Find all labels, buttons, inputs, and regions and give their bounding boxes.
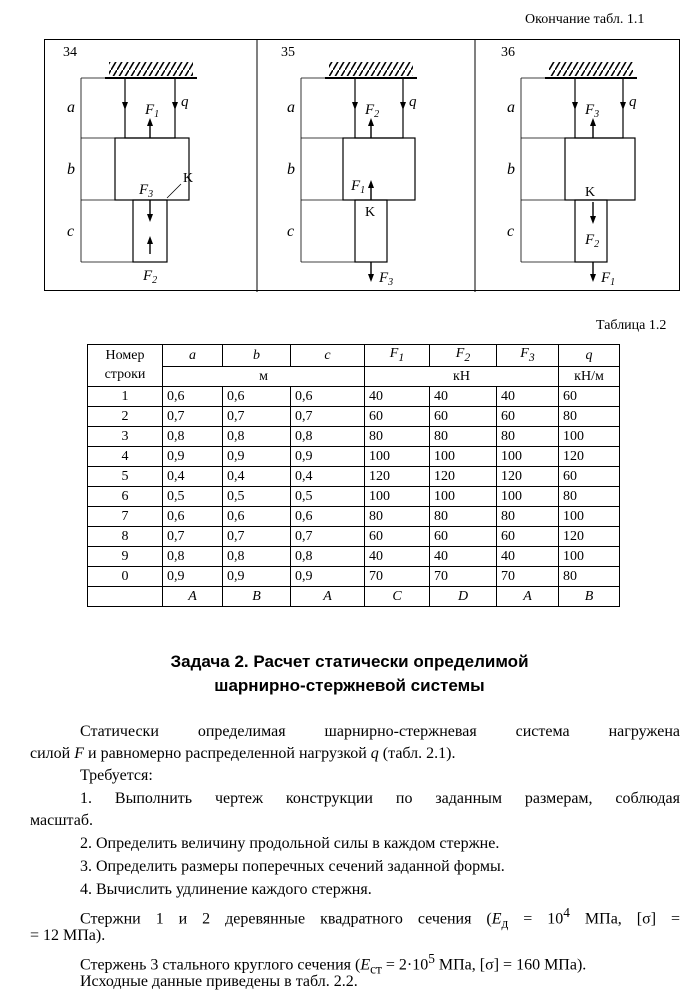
figure-number: 35: [281, 45, 295, 60]
force-bottom-label: $F_2$: [143, 268, 158, 286]
table-cell: 120: [559, 446, 620, 466]
table-cell: 100: [430, 446, 497, 466]
table-cell: 60: [430, 526, 497, 546]
data-table: [87, 344, 620, 607]
task-title-line2: шарнирно-стержневой системы: [214, 676, 485, 695]
table-cell: 0,9: [163, 446, 223, 466]
row-number-cell: 5: [88, 466, 163, 486]
table-cell: 0,7: [291, 526, 365, 546]
table-cell: 0,8: [291, 546, 365, 566]
col-header-c: c: [291, 345, 365, 367]
table-cell: 120: [559, 526, 620, 546]
row-number-cell: 2: [88, 406, 163, 426]
force-mid-label: $F_1$: [351, 178, 366, 196]
table-cell: 80: [497, 426, 559, 446]
support-hatch: [109, 62, 193, 76]
table-cell: 100: [559, 546, 620, 566]
table-cell: 80: [559, 566, 620, 586]
unit-length: м: [163, 366, 365, 386]
col-header-f1: $F_1$: [365, 345, 430, 367]
table-cell: 80: [365, 506, 430, 526]
table-cell: 100: [430, 486, 497, 506]
table-cell: 120: [365, 466, 430, 486]
table-cell: 0,4: [163, 466, 223, 486]
figure-36: [501, 45, 637, 288]
table-cell: 0,6: [163, 386, 223, 406]
table-cell: 0,4: [223, 466, 291, 486]
dim-b-label: b: [507, 161, 515, 178]
table-cell: 0,6: [163, 506, 223, 526]
table-cell: 100: [559, 426, 620, 446]
figures-frame: [44, 39, 680, 291]
table-cell: 0,5: [291, 486, 365, 506]
table-cell: 60: [365, 526, 430, 546]
unit-load: кН/м: [559, 366, 620, 386]
support-hatch: [549, 62, 633, 76]
source-data: Исходные данные приведены в табл. 2.2.: [80, 973, 358, 990]
dim-c-label: c: [67, 223, 75, 240]
intro-line1: Статически определимая шарнирно-стержневая система нагружена: [80, 723, 680, 740]
variant-letter: D: [430, 586, 497, 606]
dim-a-label: a: [67, 99, 75, 116]
item-1-line1: 1. Выполнить чертеж конструкции по заданным размерам, соблюдая: [80, 790, 680, 807]
q-label: q: [409, 94, 417, 110]
segment-c: [575, 200, 607, 262]
task-title-line1: Задача 2. Расчет статически определимой: [170, 652, 529, 671]
q-label: q: [629, 94, 637, 110]
figure-35: [281, 45, 417, 288]
table-cell: 0,6: [223, 386, 291, 406]
table-row: [88, 486, 620, 506]
figure-number: 36: [501, 45, 515, 60]
table-cell: 0,6: [223, 506, 291, 526]
intro-line2: силой F и равномерно распределенной нагрузкой q (табл. 2.1).: [30, 745, 456, 762]
variant-letter: A: [163, 586, 223, 606]
col-header-a: a: [163, 345, 223, 367]
figures-drawing: [45, 40, 681, 292]
col-header-f2: $F_2$: [430, 345, 497, 367]
table-row: [88, 546, 620, 566]
table-row: [88, 386, 620, 406]
force-top-label: $F_1$: [145, 102, 160, 120]
col-header-f3: $F_3$: [497, 345, 559, 367]
table-row: [88, 406, 620, 426]
row-number-cell: 3: [88, 426, 163, 446]
table-cell: 0,8: [163, 546, 223, 566]
table-row: [88, 466, 620, 486]
table-row: [88, 446, 620, 466]
segment-a: [355, 78, 403, 138]
table-cell: 0,7: [223, 526, 291, 546]
table-row: [88, 506, 620, 526]
point-k-label: K: [585, 185, 596, 200]
table-cell: 0,9: [163, 566, 223, 586]
item-1-line2: масштаб.: [30, 812, 93, 829]
col-header-q: q: [559, 345, 620, 367]
row-number-cell: 8: [88, 526, 163, 546]
dim-a-label: a: [507, 99, 515, 116]
variant-empty-cell: [88, 586, 163, 606]
table-cell: 80: [365, 426, 430, 446]
table-cell: 60: [497, 526, 559, 546]
table-cell: 80: [430, 506, 497, 526]
required-label: Требуется:: [80, 767, 153, 784]
table-cell: 60: [497, 406, 559, 426]
table-cell: 0,9: [223, 446, 291, 466]
table-cell: 0,7: [291, 406, 365, 426]
table-cell: 40: [497, 546, 559, 566]
row-number-cell: 9: [88, 546, 163, 566]
force-top-label: $F_3$: [585, 102, 600, 120]
row-number-cell: 4: [88, 446, 163, 466]
variant-letter: B: [223, 586, 291, 606]
point-k-label: K: [365, 205, 376, 220]
table-cell: 60: [365, 406, 430, 426]
table-1-2-caption: Таблица 1.2: [596, 318, 667, 333]
variant-letter: A: [497, 586, 559, 606]
variant-letter: B: [559, 586, 620, 606]
table-cell: 0,8: [223, 546, 291, 566]
table-cell: 0,4: [291, 466, 365, 486]
dim-b-label: b: [287, 161, 295, 178]
row-number-cell: 0: [88, 566, 163, 586]
unit-force: кН: [365, 366, 559, 386]
table-cell: 70: [430, 566, 497, 586]
item-3: 3. Определить размеры поперечных сечений заданной формы.: [80, 858, 505, 875]
steel-rod: Стержень 3 стального круглого сечения ($E_{ст} = 2\cdot 10^5$ МПа, [σ] = 160 МПа).: [80, 951, 587, 977]
table-cell: 0,8: [223, 426, 291, 446]
table-cell: 0,7: [163, 526, 223, 546]
table-cell: 100: [559, 506, 620, 526]
force-mid-label: $F_2$: [585, 232, 600, 250]
q-label: q: [181, 94, 189, 110]
segment-a: [575, 78, 623, 138]
wood-rods-line2: = 12 МПа).: [30, 927, 106, 944]
table-cell: 0,7: [223, 406, 291, 426]
table-cell: 120: [497, 466, 559, 486]
table-row: [88, 566, 620, 586]
table-cell: 0,6: [291, 506, 365, 526]
col-header-b: b: [223, 345, 291, 367]
table-1-1-caption: Окончание табл. 1.1: [525, 12, 645, 27]
table-cell: 100: [365, 446, 430, 466]
dim-c-label: c: [507, 223, 515, 240]
item-4: 4. Вычислить удлинение каждого стержня.: [80, 881, 372, 898]
table-cell: 0,8: [163, 426, 223, 446]
row-number-cell: 7: [88, 506, 163, 526]
table-cell: 70: [497, 566, 559, 586]
table-cell: 40: [430, 546, 497, 566]
table-cell: 100: [365, 486, 430, 506]
table-header-row: [88, 345, 620, 367]
force-top-label: $F_2$: [365, 102, 380, 120]
table-cell: 40: [430, 386, 497, 406]
table-cell: 0,8: [291, 426, 365, 446]
table-cell: 80: [430, 426, 497, 446]
figure-34: [63, 45, 197, 286]
force-bottom-label: $F_3$: [379, 270, 394, 288]
table-variant-row: [88, 586, 620, 606]
table-cell: 0,7: [163, 406, 223, 426]
table-cell: 40: [497, 386, 559, 406]
dim-a-label: a: [287, 99, 295, 116]
variant-letter: C: [365, 586, 430, 606]
variant-letter: A: [291, 586, 365, 606]
row-number-cell: 1: [88, 386, 163, 406]
force-mid-label: $F_3$: [139, 182, 154, 200]
table-row: [88, 426, 620, 446]
table-cell: 0,9: [291, 566, 365, 586]
table-cell: 100: [497, 486, 559, 506]
item-2: 2. Определить величину продольной силы в каждом стержне.: [80, 835, 500, 852]
table-cell: 0,6: [291, 386, 365, 406]
support-hatch: [329, 62, 413, 76]
table-cell: 40: [365, 386, 430, 406]
dim-b-label: b: [67, 161, 75, 178]
point-k-label: K: [183, 171, 194, 186]
segment-b: [565, 138, 635, 200]
table-cell: 80: [497, 506, 559, 526]
table-cell: 60: [430, 406, 497, 426]
figure-number: 34: [63, 45, 77, 60]
table-row: [88, 526, 620, 546]
table-cell: 0,9: [291, 446, 365, 466]
table-units-row: [88, 366, 620, 386]
table-cell: 0,5: [163, 486, 223, 506]
table-cell: 120: [430, 466, 497, 486]
force-bottom-label: $F_1$: [601, 270, 616, 288]
table-cell: 100: [497, 446, 559, 466]
table-cell: 40: [365, 546, 430, 566]
table-cell: 60: [559, 466, 620, 486]
table-cell: 60: [559, 386, 620, 406]
table-cell: 0,9: [223, 566, 291, 586]
table-cell: 80: [559, 486, 620, 506]
table-cell: 80: [559, 406, 620, 426]
wood-rods-line1: Стержни 1 и 2 деревянные квадратного сечения ($E_д = 10^4$ МПа, [σ] =: [80, 905, 681, 931]
row-number-cell: 6: [88, 486, 163, 506]
row-number-header: Номер строки: [88, 345, 163, 387]
table-cell: 70: [365, 566, 430, 586]
dim-c-label: c: [287, 223, 295, 240]
table-cell: 0,5: [223, 486, 291, 506]
